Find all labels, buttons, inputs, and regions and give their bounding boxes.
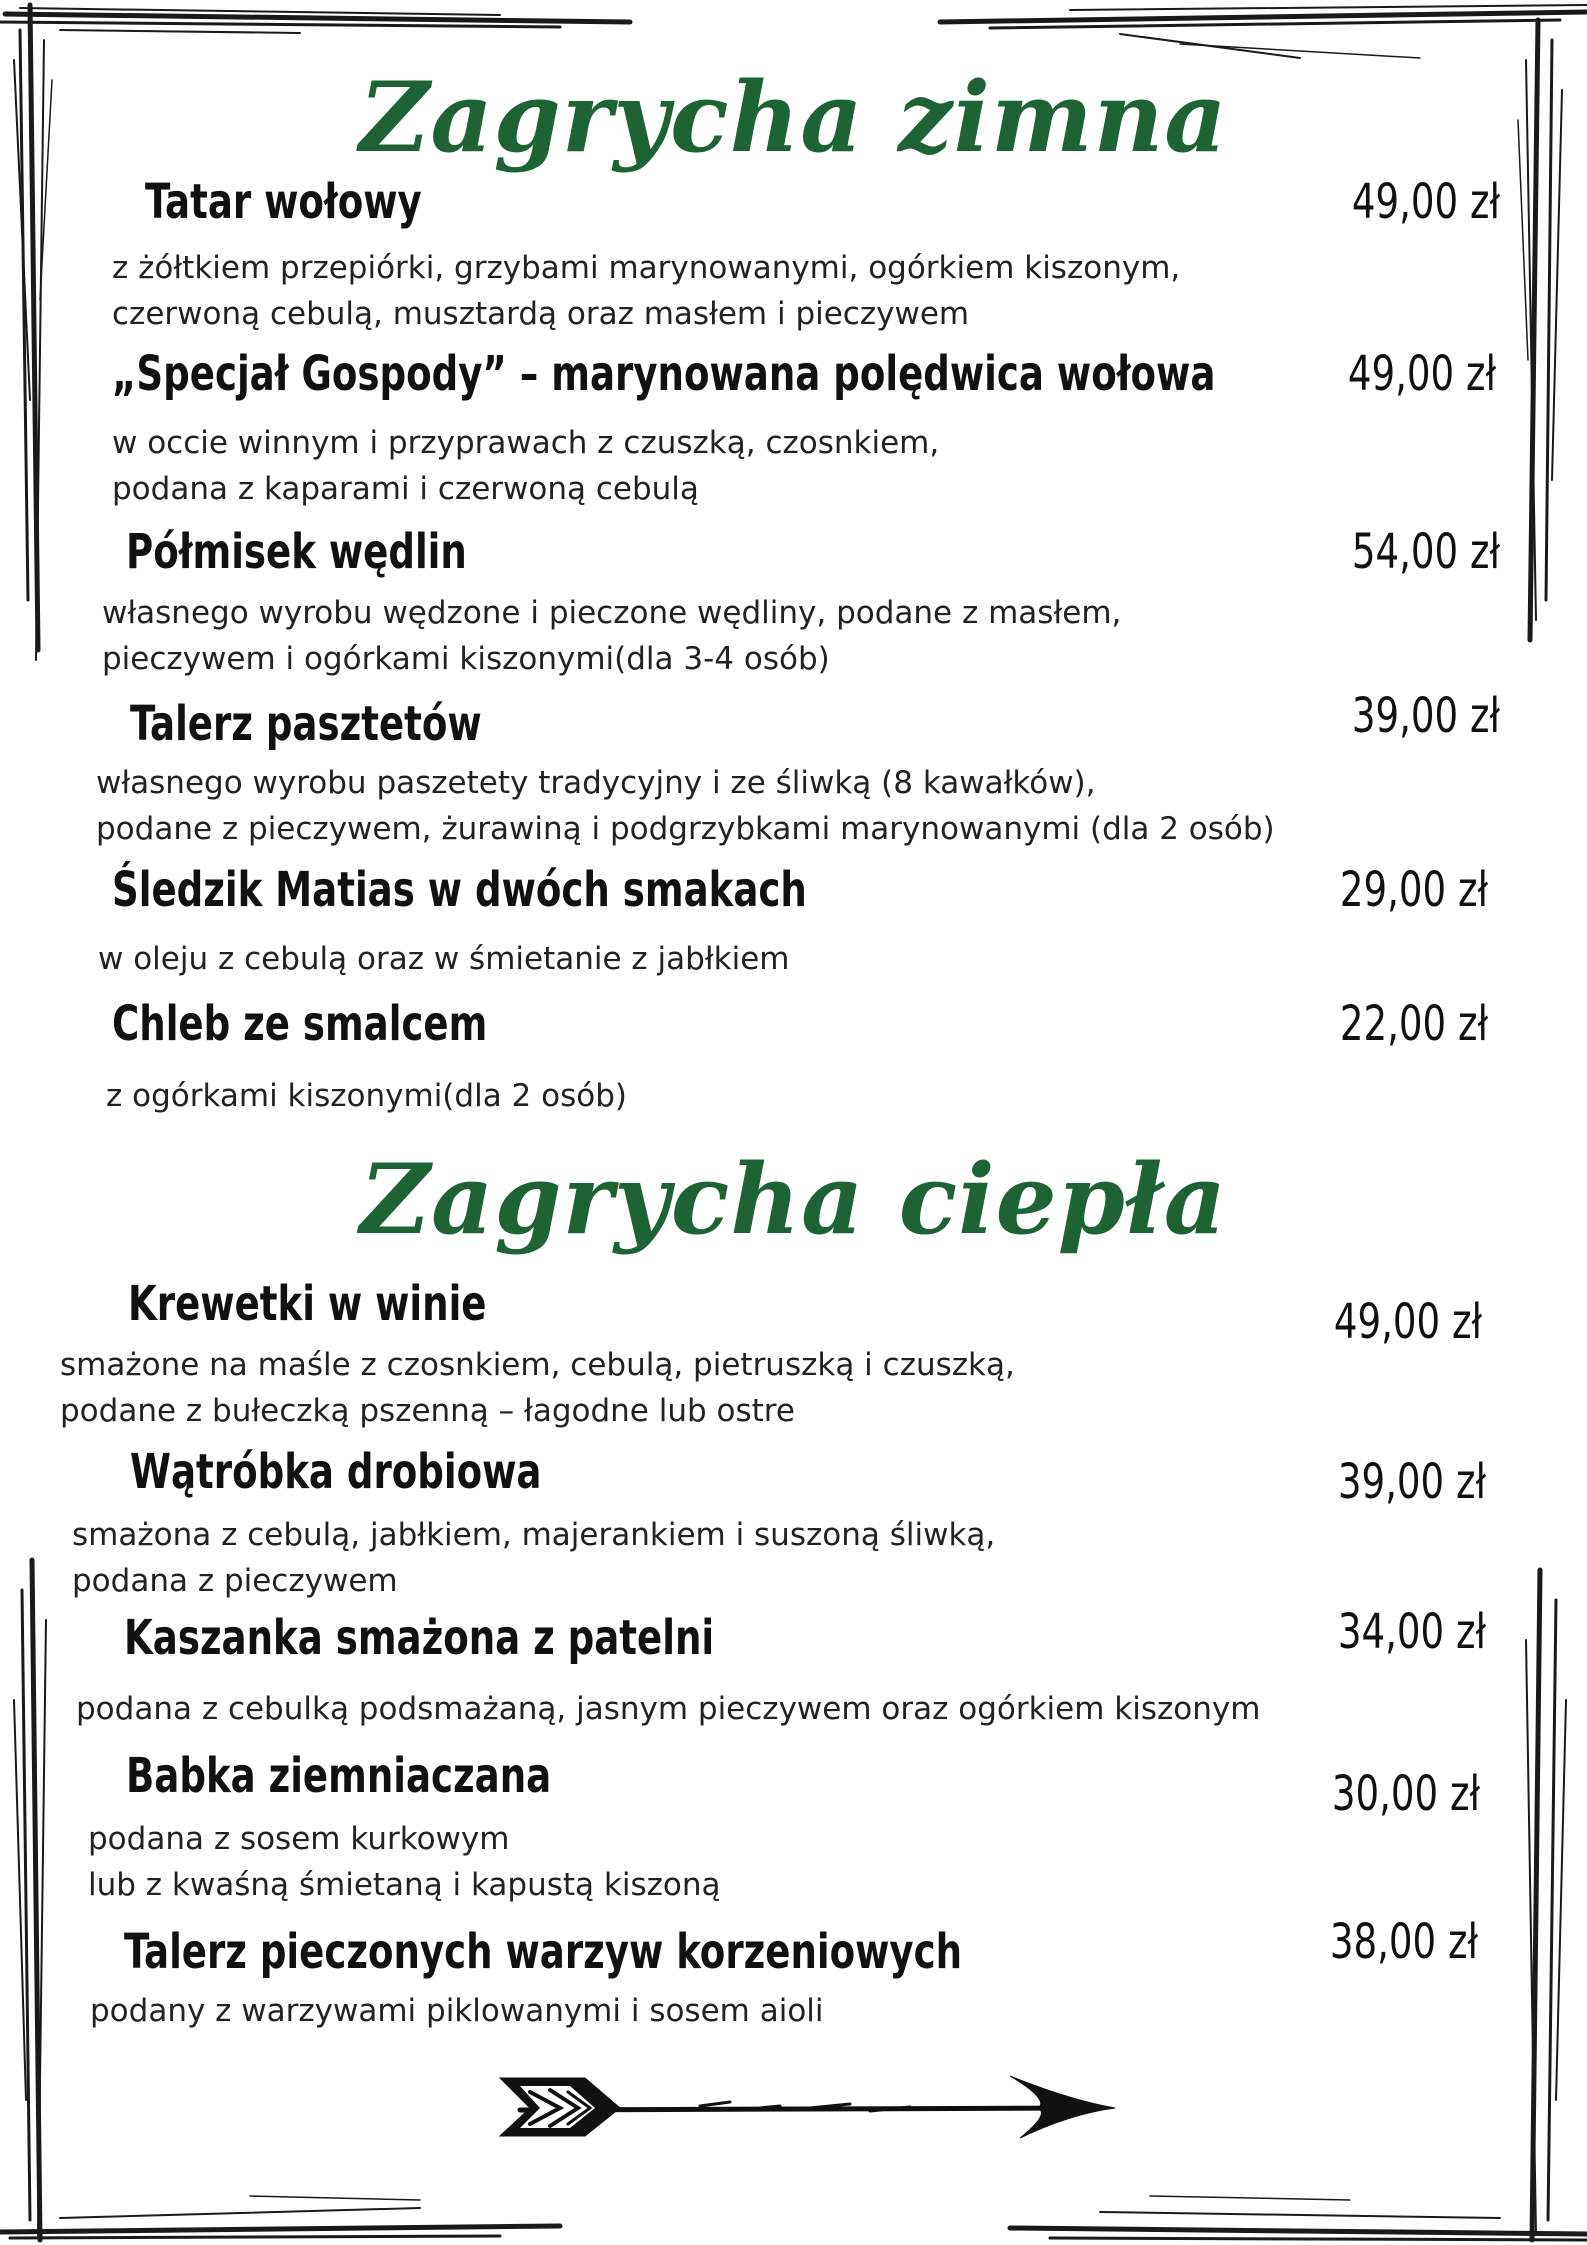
item-name: Wątróbka drobiowa: [130, 1444, 542, 1500]
item-price: 39,00 zł: [1351, 688, 1500, 744]
item-price: 49,00 zł: [1351, 174, 1500, 230]
arrow-icon: [490, 2070, 1120, 2140]
description-line: smażona z cebulą, jabłkiem, majerankiem i suszoną śliwką,: [72, 1517, 996, 1553]
item-price: 49,00 zł: [1347, 346, 1496, 402]
description-line: podana z cebulką podsmażaną, jasnym pieczywem oraz ogórkiem kiszonym: [76, 1691, 1261, 1727]
item-name: Krewetki w winie: [128, 1276, 487, 1332]
item-description: [112, 420, 939, 512]
item-price: 49,00 zł: [1333, 1294, 1482, 1350]
section-title-warm: Zagrycha ciepła: [360, 1143, 1227, 1256]
item-name: Półmisek wędlin: [126, 524, 467, 580]
item-name: Kaszanka smażona z patelni: [124, 1610, 715, 1666]
description-line: z ogórkami kiszonymi(dla 2 osób): [106, 1078, 627, 1114]
description-line: podana z kaparami i czerwoną cebulą: [112, 471, 699, 507]
description-line: podany z warzywami piklowanymi i sosem aioli: [90, 1993, 824, 2029]
item-name: Tatar wołowy: [145, 174, 422, 230]
item-description: [60, 1342, 1015, 1434]
description-line: czerwoną cebulą, musztardą oraz masłem i pieczywem: [112, 296, 970, 332]
description-line: podane z pieczywem, żurawiną i podgrzybkami marynowanymi (dla 2 osób): [96, 811, 1275, 847]
item-description: [106, 1073, 627, 1119]
section-title-cold: Zagrycha zimna: [359, 61, 1228, 174]
description-line: własnego wyrobu wędzone i pieczone wędliny, podane z masłem,: [102, 595, 1122, 631]
item-name: Śledzik Matias w dwóch smakach: [112, 862, 807, 918]
item-price: 29,00 zł: [1339, 862, 1488, 918]
description-line: podana z pieczywem: [72, 1563, 398, 1599]
item-description: [76, 1686, 1260, 1732]
item-price: 30,00 zł: [1331, 1766, 1480, 1822]
description-line: smażone na maśle z czosnkiem, cebulą, pietruszką i czuszką,: [60, 1347, 1015, 1383]
item-price: 22,00 zł: [1339, 996, 1488, 1052]
description-line: podana z sosem kurkowym: [88, 1821, 510, 1857]
item-name: Chleb ze smalcem: [112, 996, 488, 1052]
item-price: 54,00 zł: [1351, 524, 1500, 580]
description-line: pieczywem i ogórkami kiszonymi(dla 3-4 osób): [102, 641, 830, 677]
item-price: 34,00 zł: [1337, 1604, 1486, 1660]
description-line: w oleju z cebulą oraz w śmietanie z jabłkiem: [98, 941, 790, 977]
item-name: Babka ziemniaczana: [126, 1748, 552, 1804]
item-price: 38,00 zł: [1329, 1914, 1478, 1970]
description-line: z żółtkiem przepiórki, grzybami marynowanymi, ogórkiem kiszonym,: [112, 250, 1181, 286]
item-description: [96, 760, 1275, 852]
item-description: [88, 1816, 721, 1908]
item-price: 39,00 zł: [1337, 1454, 1486, 1510]
item-name: Talerz pieczonych warzyw korzeniowych: [124, 1924, 963, 1980]
item-description: [98, 936, 789, 982]
description-line: własnego wyrobu paszetety tradycyjny i ze śliwką (8 kawałków),: [96, 765, 1096, 801]
item-description: [90, 1988, 824, 2034]
item-description: [112, 245, 1180, 337]
description-line: podane z bułeczką pszenną – łagodne lub ostre: [60, 1393, 795, 1429]
item-description: [72, 1512, 995, 1604]
description-line: lub z kwaśną śmietaną i kapustą kiszoną: [88, 1867, 721, 1903]
item-name: „Specjał Gospody” – marynowana polędwica wołowa: [112, 346, 1216, 402]
description-line: w occie winnym i przyprawach z czuszką, czosnkiem,: [112, 425, 940, 461]
item-name: Talerz pasztetów: [130, 696, 482, 752]
item-description: [102, 590, 1121, 682]
